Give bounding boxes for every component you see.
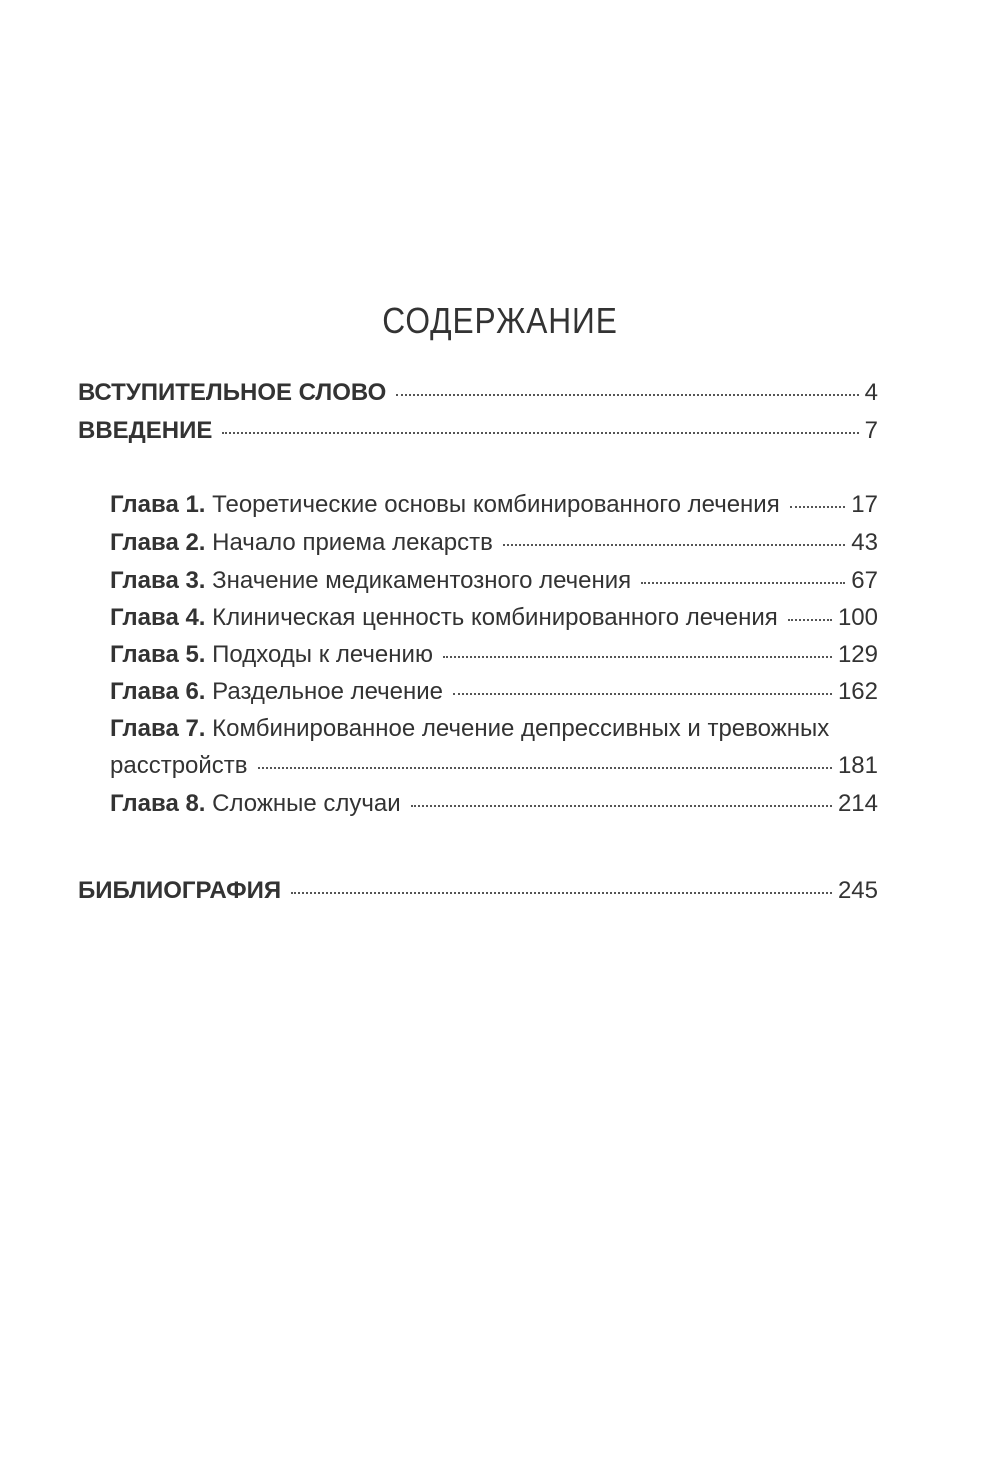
dot-leader [222, 430, 858, 434]
dot-leader [503, 542, 845, 546]
entry-label: ВВЕДЕНИЕ [78, 417, 213, 444]
chapter-prefix: Глава 3. [110, 567, 206, 594]
entry-page: 17 [851, 491, 878, 518]
entry-page: 162 [837, 678, 878, 705]
entry-page: 129 [837, 641, 878, 668]
entry-page: 181 [837, 752, 878, 779]
dot-leader [790, 504, 846, 508]
dot-leader [258, 765, 832, 769]
chapter-prefix: Глава 8. [110, 790, 206, 817]
chapter-prefix: Глава 4. [110, 604, 206, 631]
dot-leader [443, 654, 832, 658]
toc-entry-chapter-6 [110, 677, 878, 707]
entry-label: БИБЛИОГРАФИЯ [78, 877, 282, 904]
entry-page: 67 [851, 567, 878, 594]
chapter-title: Значение медикаментозного лечения [212, 567, 632, 594]
toc-entry-introduction [78, 416, 878, 446]
chapter-title: Раздельное лечение [212, 678, 444, 705]
toc-title: СОДЕРЖАНИЕ [382, 300, 618, 341]
entry-page: 7 [864, 417, 878, 444]
dot-leader [641, 580, 845, 584]
toc-entry-chapter-8 [110, 789, 878, 819]
toc-entry-chapter-7 [110, 751, 878, 781]
chapter-title: Комбинированное лечение депрессивных и тревожных [212, 715, 830, 742]
chapter-title-continued: расстройств [110, 752, 248, 779]
dot-leader [291, 890, 832, 894]
entry-page: 100 [837, 604, 878, 631]
toc-entry-chapter-7-line1 [110, 714, 878, 744]
chapter-prefix: Глава 7. [110, 715, 206, 742]
entry-page: 4 [864, 379, 878, 406]
dot-leader [396, 392, 858, 396]
dot-leader [411, 803, 832, 807]
chapter-prefix: Глава 5. [110, 641, 206, 668]
entry-label: ВСТУПИТЕЛЬНОЕ СЛОВО [78, 379, 387, 406]
chapter-title: Теоретические основы комбинированного лечения [212, 491, 780, 518]
dot-leader [788, 617, 832, 621]
chapter-prefix: Глава 2. [110, 529, 206, 556]
toc-entry-chapter-2 [110, 528, 878, 558]
chapter-title: Сложные случаи [212, 790, 401, 817]
chapter-prefix: Глава 1. [110, 491, 206, 518]
chapter-title: Клиническая ценность комбинированного лечения [212, 604, 778, 631]
entry-page: 245 [837, 877, 878, 904]
toc-entry-chapter-4 [110, 603, 878, 633]
dot-leader [453, 691, 832, 695]
chapter-prefix: Глава 6. [110, 678, 206, 705]
toc-entry-chapter-3 [110, 566, 878, 596]
toc-entry-bibliography [78, 876, 878, 906]
toc-entry-foreword [78, 378, 878, 408]
entry-page: 214 [837, 790, 878, 817]
toc-entry-chapter-1 [110, 490, 878, 520]
entry-page: 43 [851, 529, 878, 556]
chapter-title: Начало приема лекарств [212, 529, 493, 556]
toc-entry-chapter-5 [110, 640, 878, 670]
chapter-title: Подходы к лечению [212, 641, 433, 668]
